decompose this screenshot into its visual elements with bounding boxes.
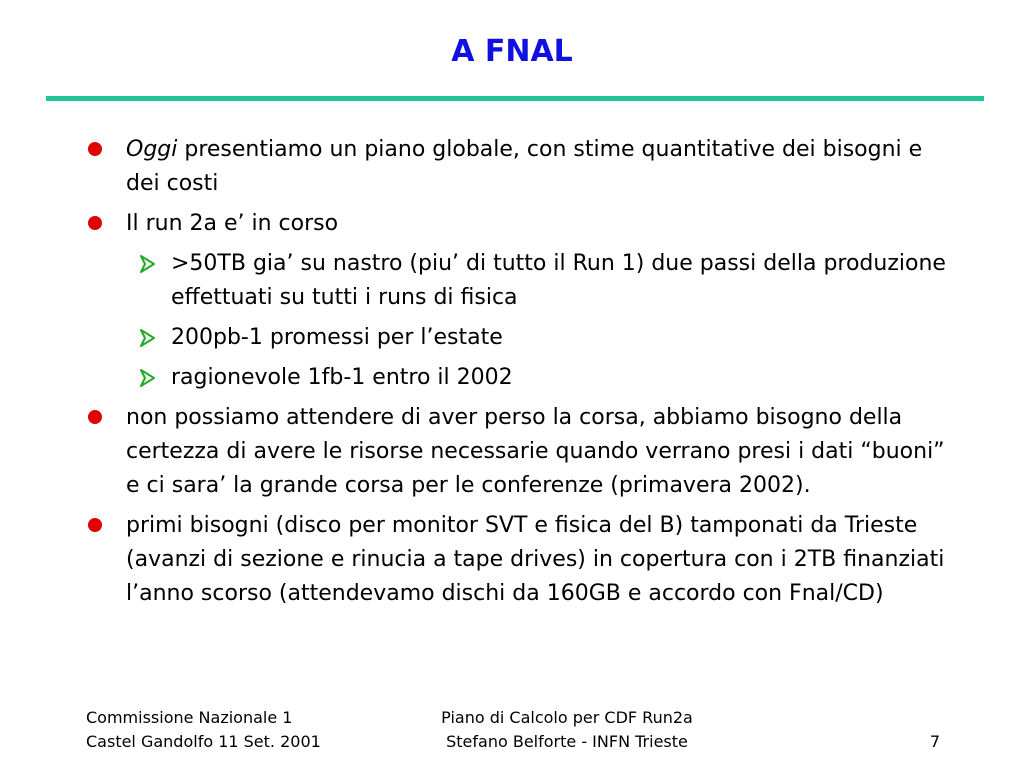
- green-arrow-bullet-icon: [139, 328, 157, 348]
- green-arrow-bullet-icon: [139, 368, 157, 388]
- bullet-item-2: [82, 207, 952, 241]
- title-divider: [46, 96, 984, 101]
- bullet-italic-prefix: Oggi: [126, 137, 178, 162]
- bullet-item-3: [82, 401, 952, 503]
- red-dot-bullet-icon: [88, 216, 102, 230]
- bullet-text: presentiamo un piano globale, con stime quantitative dei bisogni e dei costi: [126, 137, 923, 196]
- bullet-text: Il run 2a e’ in corso: [126, 211, 339, 236]
- sub-bullet-text: ragionevole 1fb-1 entro il 2002: [171, 365, 513, 390]
- slide-body: [82, 133, 952, 617]
- red-dot-bullet-icon: [88, 410, 102, 424]
- footer-left: [86, 706, 321, 754]
- bullet-text: non possiamo attendere di aver perso la corsa, abbiamo bisogno della certezza di avere le risorse necessarie quando verrano presi i dati “buoni” e ci sara’ la grande corsa per le conferenze (primavera 2002).: [126, 405, 945, 498]
- bullet-item-1: [82, 133, 952, 201]
- footer-center: [402, 706, 732, 754]
- footer-left-line1: Commissione Nazionale 1: [86, 708, 293, 727]
- bullet-text: primi bisogni (disco per monitor SVT e fisica del B) tamponati da Trieste (avanzi di sezione e rinucia a tape drives) in copertura con i 2TB finanziati l’anno scorso (attendevamo dischi da 160GB e accordo con Fnal/CD): [126, 513, 945, 606]
- footer-center-line2: Stefano Belforte - INFN Trieste: [446, 732, 688, 751]
- page-number: 7: [929, 732, 940, 751]
- red-dot-bullet-icon: [88, 518, 102, 532]
- sub-bullet-text: 200pb-1 promessi per l’estate: [171, 325, 503, 350]
- sub-bullet-item-2: [82, 321, 952, 355]
- bullet-item-4: [82, 509, 952, 611]
- red-dot-bullet-icon: [88, 142, 102, 156]
- sub-bullet-item-1: [82, 247, 952, 315]
- footer-left-line2: Castel Gandolfo 11 Set. 2001: [86, 732, 321, 751]
- sub-bullet-text: >50TB gia’ su nastro (piu’ di tutto il Run 1) due passi della produzione effettuati su tutti i runs di fisica: [171, 251, 946, 310]
- slide-title: A FNAL: [451, 34, 573, 69]
- footer-center-line1: Piano di Calcolo per CDF Run2a: [441, 708, 693, 727]
- green-arrow-bullet-icon: [139, 254, 157, 274]
- sub-bullet-item-3: [82, 361, 952, 395]
